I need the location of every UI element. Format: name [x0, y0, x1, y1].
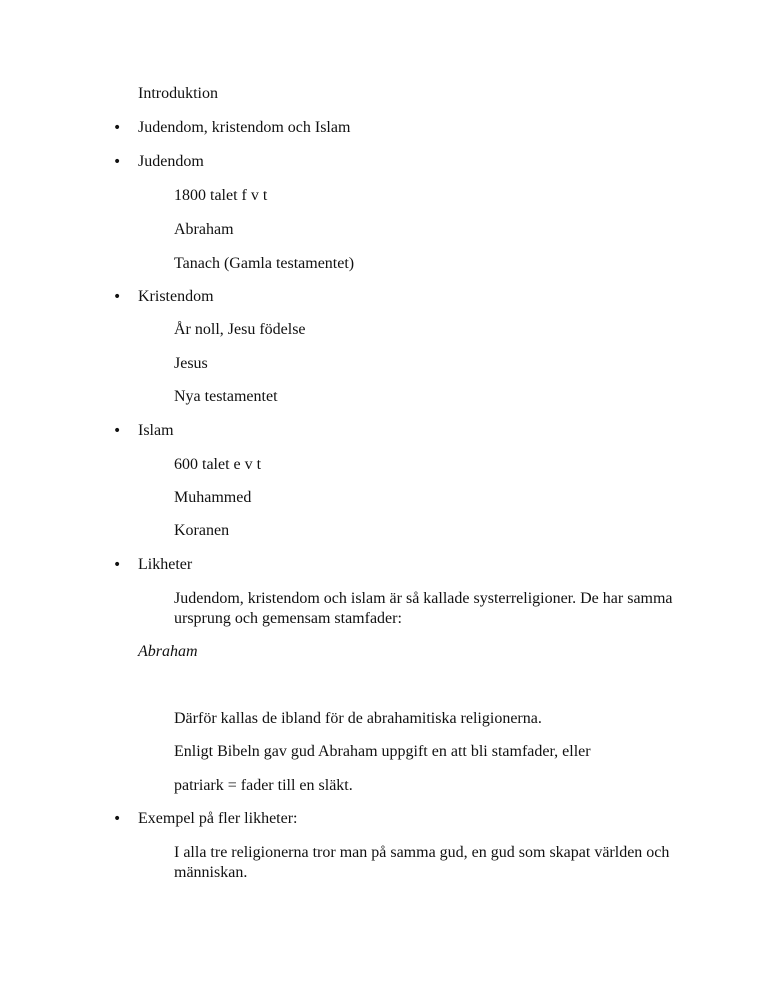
islam-item: 600 talet e v t — [174, 456, 262, 473]
emphasis-abraham: Abraham — [138, 643, 198, 660]
judaism-item: Tanach (Gamla testamentet) — [174, 255, 355, 272]
christianity-item: Nya testamentet — [174, 388, 278, 405]
bullet-overview: Judendom, kristendom och Islam — [138, 119, 351, 136]
islam-item: Muhammed — [174, 489, 252, 506]
judaism-item: Abraham — [174, 221, 234, 238]
judaism-item: 1800 talet f v t — [174, 187, 268, 204]
similarities-line: Därför kallas de ibland för de abrahamitiska religionerna. — [174, 710, 542, 727]
similarities-line: patriark = fader till en släkt. — [174, 777, 353, 794]
page-heading: Introduktion — [138, 85, 218, 102]
bullet-judaism: Judendom — [138, 153, 204, 170]
similarities-paragraph: Judendom, kristendom och islam är så kallade systerreligioner. De har samma ursprung och gemensam stamfader: — [174, 590, 673, 627]
bullet-islam: Islam — [138, 422, 174, 439]
bullet-similarities: Likheter — [138, 556, 193, 573]
bullet-marker: • — [113, 289, 122, 305]
bullet-christianity: Kristendom — [138, 288, 214, 305]
bullet-marker: • — [113, 423, 122, 439]
bullet-more-similarities: Exempel på fler likheter: — [138, 810, 298, 827]
more-similarities-paragraph: I alla tre religionerna tror man på samma gud, en gud som skapat världen och människan. — [174, 844, 670, 881]
christianity-item: Jesus — [174, 355, 208, 372]
bullet-marker: • — [113, 120, 122, 136]
islam-item: Koranen — [174, 522, 230, 539]
bullet-marker: • — [113, 811, 122, 827]
bullet-marker: • — [113, 557, 122, 573]
christianity-item: År noll, Jesu födelse — [174, 321, 306, 338]
bullet-marker: • — [113, 154, 122, 170]
similarities-line: Enligt Bibeln gav gud Abraham uppgift en att bli stamfader, eller — [174, 743, 591, 760]
